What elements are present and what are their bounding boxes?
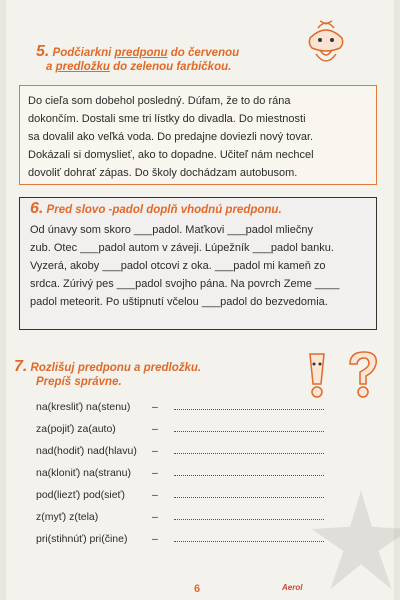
row-dash: – — [152, 423, 158, 435]
exercise-5-line: dokončím. Dostali sme tri lístky do divadla. Do miestnosti — [28, 113, 306, 125]
exercise-5-title-part: do zelenou farbičkou. — [109, 61, 232, 73]
answer-line[interactable] — [174, 444, 324, 454]
row-dash: – — [152, 445, 158, 457]
exercise-7-row — [36, 466, 324, 479]
exercise-7-row — [36, 510, 324, 523]
star-figure-watermark-icon — [306, 485, 400, 595]
exercise-7-prompt: na(kresliť) na(stenu) — [36, 401, 131, 413]
exercise-5-line: dovoliť dohrať zápas. Do školy dochádzam autobusom. — [28, 167, 298, 179]
exercise-5-line: Dokázali si domyslieť, ako to dopadne. Učiteľ nám nechcel — [28, 149, 314, 161]
row-dash: – — [152, 511, 158, 523]
row-dash: – — [152, 533, 158, 545]
exercise-7-prompt: z(myť) z(tela) — [36, 511, 99, 523]
answer-line[interactable] — [174, 466, 324, 476]
exercise-5-title-part: Podčiarkni — [52, 47, 115, 59]
exercise-6-line: srdca. Zúrivý pes ___padol svojho pána. Na povrch Zeme ____ — [30, 278, 340, 290]
answer-line[interactable] — [174, 488, 324, 498]
exercise-5-line: Do cieľa som dobehol posledný. Dúfam, že to do rána — [28, 95, 291, 107]
exercise-5-title-part: a — [46, 61, 56, 73]
exercise-5-title-underlined: predložku — [55, 61, 110, 73]
exercise-6-line: zub. Otec ___padol autom v záveji. Lúpežník ___padol banku. — [30, 242, 334, 254]
exercise-5-text-box — [19, 85, 377, 185]
answer-line[interactable] — [174, 532, 324, 542]
exercise-7-row — [36, 400, 324, 413]
exercise-7-title-line1: Rozlišuj predponu a predložku. — [30, 362, 202, 374]
exercise-6-line: Od únavy som skoro ___padol. Maťkovi ___padol mliečny — [30, 224, 313, 236]
exercise-7-prompt: na(kloniť) na(stranu) — [36, 467, 131, 479]
row-dash: – — [152, 489, 158, 501]
exercise-7-prompt: pri(stihnúť) pri(čine) — [36, 533, 128, 545]
row-dash: – — [152, 467, 158, 479]
row-dash: – — [152, 401, 158, 413]
exercise-7-prompt: pod(liezť) pod(sieť) — [36, 489, 125, 501]
exercise-5-line: sa dovalil ako veľká voda. Do predajne doviezli nový tovar. — [28, 131, 314, 143]
exercise-7-prompt: nad(hodiť) nad(hlavu) — [36, 445, 137, 457]
exercise-6-title: Pred slovo -padol doplň vhodnú predponu. — [46, 204, 282, 216]
exercise-7-row — [36, 532, 324, 545]
question-mascot-illustration — [342, 350, 382, 400]
mascot-illustration — [296, 20, 356, 68]
exercise-7-number: 7. — [14, 358, 28, 375]
exercise-7-heading — [14, 360, 201, 389]
exercise-7-row — [36, 422, 324, 435]
exercise-5-title-part: do červenou — [167, 47, 240, 59]
publisher-logo: Aerol — [282, 583, 303, 592]
exercise-6-number: 6. — [30, 200, 44, 217]
exercise-7-row — [36, 488, 324, 501]
answer-line[interactable] — [174, 422, 324, 432]
exercise-6-line: padol meteorit. Po uštipnutí včelou ___padol do bezvedomia. — [30, 296, 328, 308]
exercise-7-row — [36, 444, 324, 457]
exercise-6-line: Vyzerá, akoby ___padol otcovi z oka. ___padol mi kameň zo — [30, 260, 326, 272]
page-number: 6 — [194, 583, 201, 595]
exercise-5-number: 5. — [36, 43, 50, 60]
workbook-page — [6, 0, 394, 600]
answer-line[interactable] — [174, 400, 324, 410]
answer-line[interactable] — [174, 510, 324, 520]
exercise-7-title-line2: Prepíš správne. — [36, 376, 122, 388]
exercise-7-prompt: za(pojiť) za(auto) — [36, 423, 116, 435]
exercise-5-heading — [36, 45, 316, 74]
exercise-5-title-underlined: predponu — [114, 47, 168, 59]
exercise-6-box — [19, 197, 377, 330]
exclamation-mascot-illustration — [302, 350, 332, 400]
